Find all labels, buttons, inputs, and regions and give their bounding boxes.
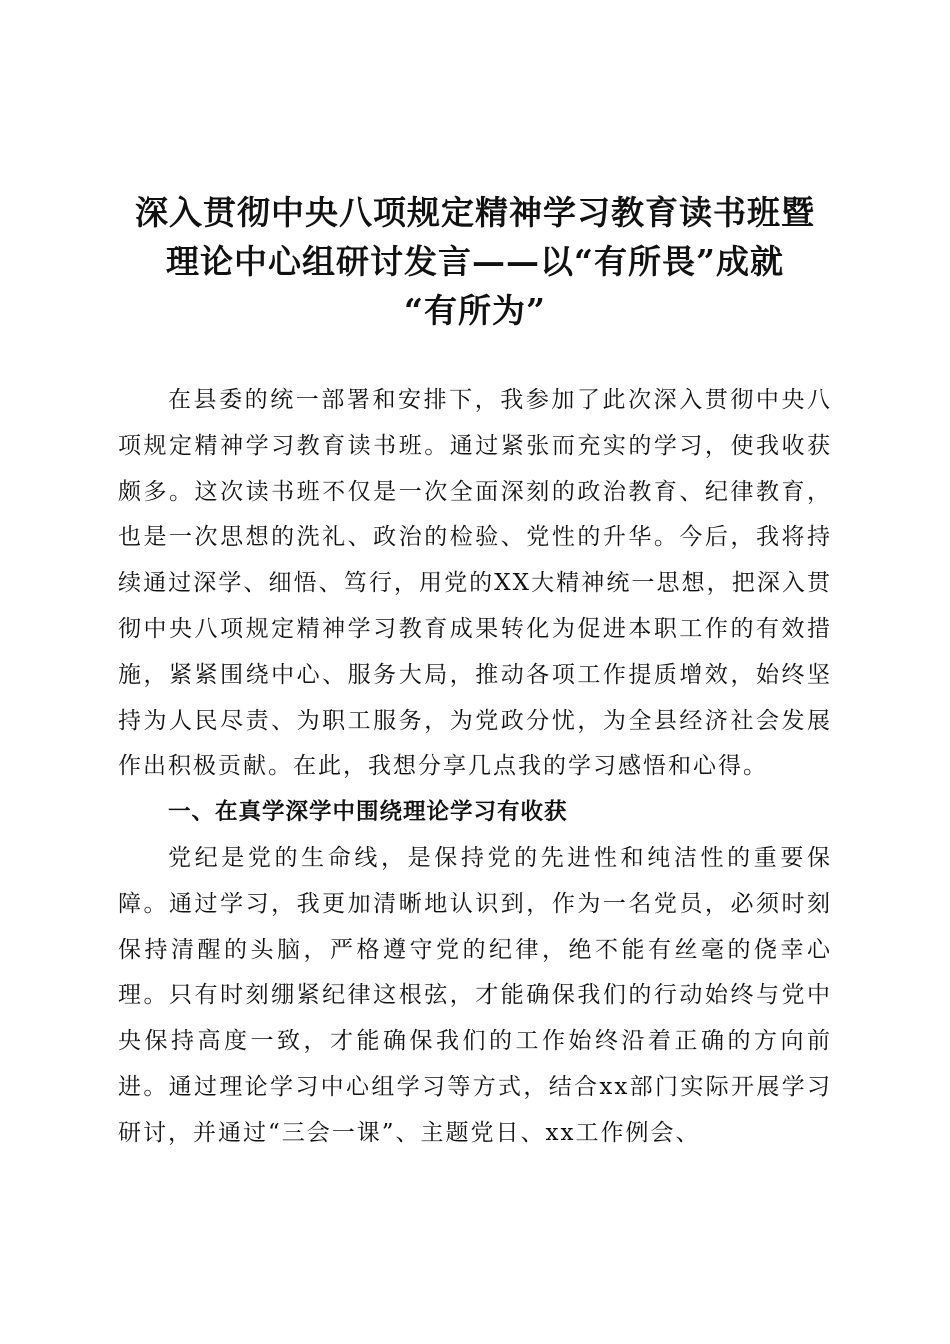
- section-paragraph: 党纪是党的生命线，是保持党的先进性和纯洁性的重要保障。通过学习，我更加清晰地认识到，作为一名党员，必须时刻保持清醒的头脑，严格遵守党的纪律，绝不能有丝毫的侥幸心理。只有时刻绷紧纪律这根弦，才能确保我们的行动始终与党中央保持高度一致，才能确保我们的工作始终沿着正确的方向前进。通过理论学习中心组学习等方式，结合xx部门实际开展学习研讨，并通过“三会一课”、主题党日、xx工作例会、: [118, 844, 832, 1146]
- section-heading: 一、在真学深学中围绕理论学习有收获: [168, 799, 568, 826]
- document-body: [118, 378, 832, 1157]
- document-title: [100, 188, 850, 335]
- intro-paragraph: 在县委的统一部署和安排下，我参加了此次深入贯彻中央八项规定精神学习教育读书班。通过紧张而充实的学习，使我收获颇多。这次读书班不仅是一次全面深刻的政治教育、纪律教育，也是一次思想的洗礼、政治的检验、党性的升华。今后，我将持续通过深学、细悟、笃行，用党的XX大精神统一思想，把深入贯彻中央八项规定精神学习教育成果转化为促进本职工作的有效措施，紧紧围绕中心、服务大局，推动各项工作提质增效，始终坚持为人民尽责、为职工服务，为党政分忧，为全县经济社会发展作出积极贡献。在此，我想分享几点我的学习感悟和心得。: [118, 387, 832, 780]
- title-line-3: “有所为”: [404, 291, 546, 330]
- title-line-1: 深入贯彻中央八项规定精神学习教育读书班暨: [135, 193, 815, 232]
- title-line-2: 理论中心组研讨发言——以“有所畏”成就: [166, 242, 784, 281]
